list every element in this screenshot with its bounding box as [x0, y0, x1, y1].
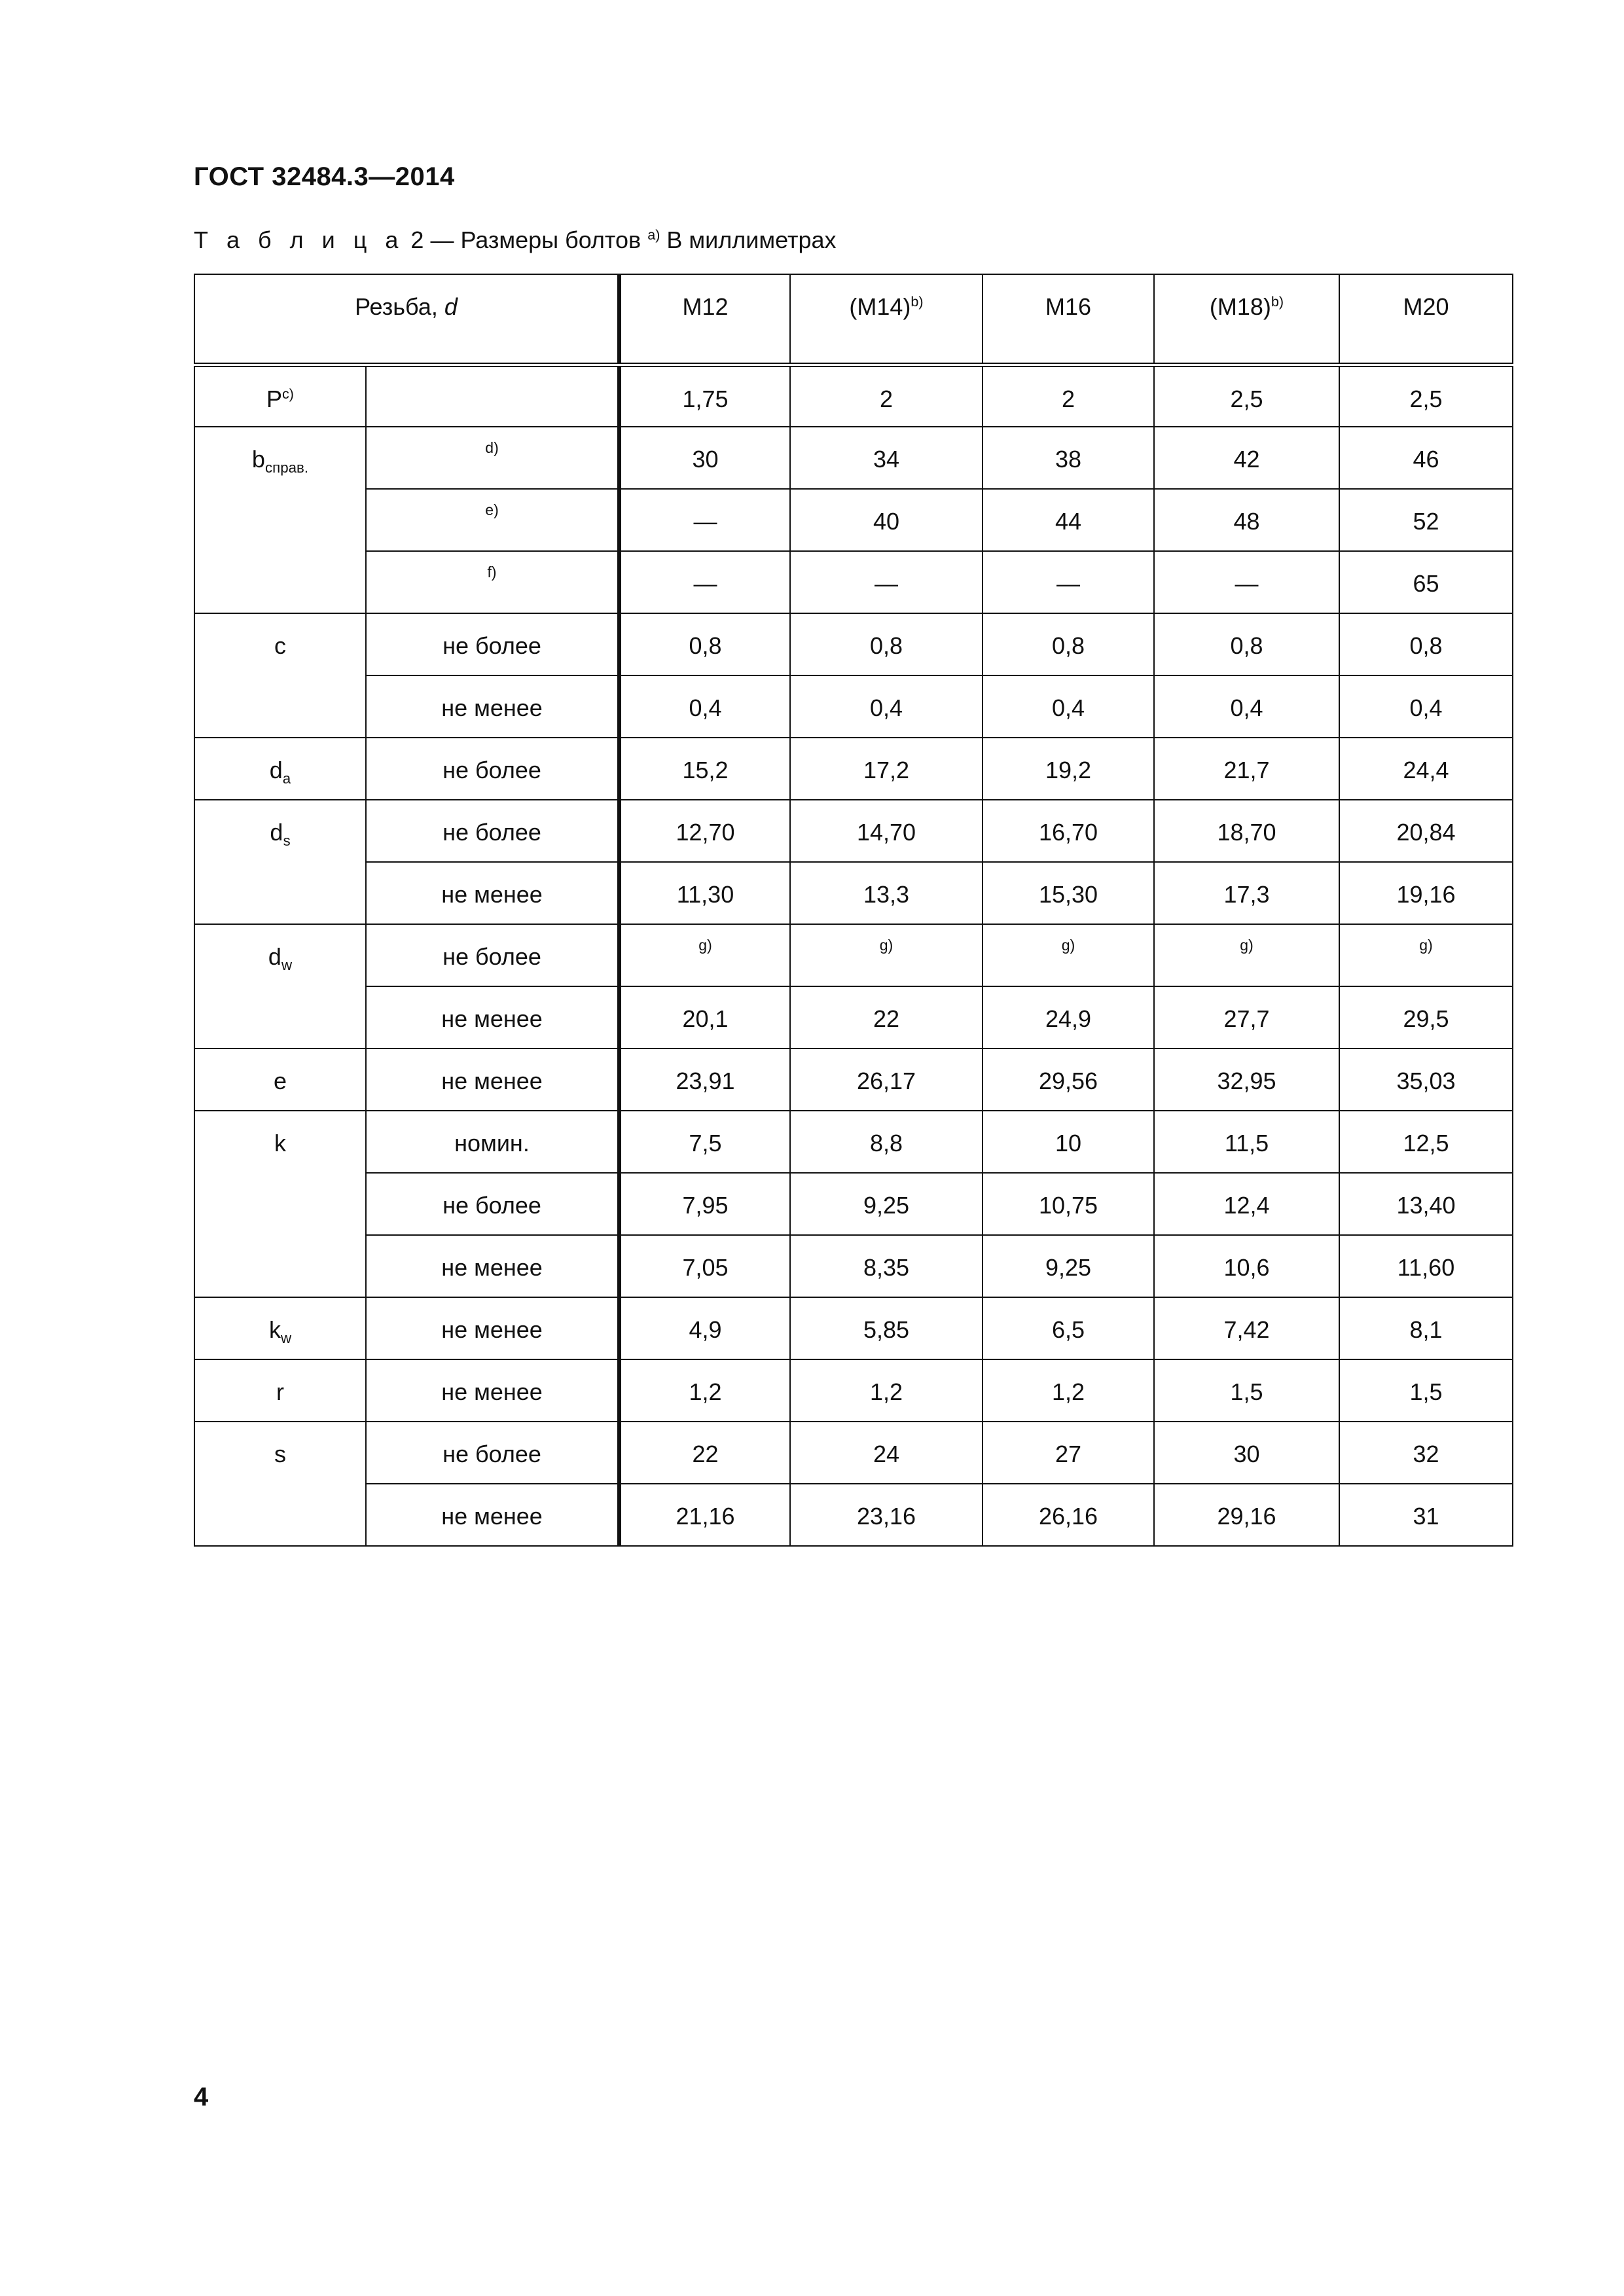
- value-cell: 0,8: [1339, 613, 1513, 675]
- value-cell: 11,5: [1154, 1111, 1339, 1173]
- param-cell: $k_w$: [194, 1297, 366, 1359]
- value-cell: 15,30: [983, 862, 1154, 924]
- table-row: [194, 738, 1513, 800]
- value-cell: 30: [1154, 1422, 1339, 1484]
- value-cell: 23,91: [619, 1049, 790, 1111]
- value-cell: 0,8: [983, 613, 1154, 675]
- caption-text: — Размеры болтов: [430, 226, 641, 253]
- value-cell: —: [1154, 551, 1339, 613]
- value-cell: —: [983, 551, 1154, 613]
- value-cell: 8,8: [790, 1111, 983, 1173]
- value-cell: 44: [983, 489, 1154, 551]
- value-cell: 2,5: [1339, 365, 1513, 427]
- value-cell: 65: [1339, 551, 1513, 613]
- value-cell: g): [1154, 924, 1339, 986]
- value-cell: —: [619, 551, 790, 613]
- table-row: [194, 1484, 1513, 1546]
- value-cell: 30: [619, 427, 790, 489]
- value-cell: 1,2: [619, 1359, 790, 1422]
- param-cell: e: [194, 1049, 366, 1111]
- qualifier-cell: не менее: [366, 862, 619, 924]
- table-row: [194, 1422, 1513, 1484]
- value-cell: 32,95: [1154, 1049, 1339, 1111]
- value-cell: —: [619, 489, 790, 551]
- value-cell: 2,5: [1154, 365, 1339, 427]
- param-cell: $b_{справ.}$: [194, 427, 366, 613]
- qualifier-cell: не более: [366, 1173, 619, 1235]
- value-cell: 19,2: [983, 738, 1154, 800]
- value-cell: 23,16: [790, 1484, 983, 1546]
- value-cell: 2: [983, 365, 1154, 427]
- value-cell: 12,70: [619, 800, 790, 862]
- document-standard-number: ГОСТ 32484.3—2014: [194, 162, 455, 191]
- qualifier-cell: номин.: [366, 1111, 619, 1173]
- value-cell: 46: [1339, 427, 1513, 489]
- page-number: 4: [194, 2083, 209, 2111]
- column-header: $(M14)^{b)}$: [790, 274, 983, 365]
- param-cell: c: [194, 613, 366, 738]
- value-cell: 1,2: [790, 1359, 983, 1422]
- value-cell: 18,70: [1154, 800, 1339, 862]
- value-cell: 32: [1339, 1422, 1513, 1484]
- value-cell: 48: [1154, 489, 1339, 551]
- caption-units: В миллиметрах: [666, 226, 837, 253]
- value-cell: 10,75: [983, 1173, 1154, 1235]
- value-cell: g): [1339, 924, 1513, 986]
- column-header: $(M18)^{b)}$: [1154, 274, 1339, 365]
- column-header: M16: [983, 274, 1154, 365]
- qualifier-cell: не более: [366, 613, 619, 675]
- thread-header-cell: [194, 274, 619, 365]
- value-cell: 2: [790, 365, 983, 427]
- table-row: [194, 1049, 1513, 1111]
- value-cell: 0,8: [619, 613, 790, 675]
- param-cell: $d_a$: [194, 738, 366, 800]
- qualifier-cell: d): [366, 427, 619, 489]
- value-cell: 8,35: [790, 1235, 983, 1297]
- value-cell: 1,5: [1339, 1359, 1513, 1422]
- bolt-dimensions-table: [194, 274, 1513, 1547]
- param-cell: r: [194, 1359, 366, 1422]
- value-cell: 16,70: [983, 800, 1154, 862]
- value-cell: 5,85: [790, 1297, 983, 1359]
- column-header: M12: [619, 274, 790, 365]
- value-cell: 40: [790, 489, 983, 551]
- qualifier-cell: не менее: [366, 1235, 619, 1297]
- qualifier-cell: не менее: [366, 1359, 619, 1422]
- qualifier-cell: [366, 365, 619, 427]
- value-cell: 29,56: [983, 1049, 1154, 1111]
- value-cell: 24: [790, 1422, 983, 1484]
- param-cell: $P^{c)}$: [194, 365, 366, 427]
- value-cell: g): [790, 924, 983, 986]
- value-cell: g): [983, 924, 1154, 986]
- qualifier-cell: не более: [366, 1422, 619, 1484]
- value-cell: 14,70: [790, 800, 983, 862]
- value-cell: 6,5: [983, 1297, 1154, 1359]
- value-cell: 11,30: [619, 862, 790, 924]
- caption-label: Т а б л и ц а: [194, 226, 405, 253]
- value-cell: 13,40: [1339, 1173, 1513, 1235]
- table-row: [194, 1359, 1513, 1422]
- table-row: [194, 862, 1513, 924]
- value-cell: 17,3: [1154, 862, 1339, 924]
- value-cell: 7,05: [619, 1235, 790, 1297]
- qualifier-cell: f): [366, 551, 619, 613]
- caption-number: 2: [410, 226, 424, 253]
- value-cell: 26,17: [790, 1049, 983, 1111]
- qualifier-cell: не более: [366, 800, 619, 862]
- table-row: [194, 1297, 1513, 1359]
- value-cell: 0,8: [790, 613, 983, 675]
- column-header: M20: [1339, 274, 1513, 365]
- value-cell: 19,16: [1339, 862, 1513, 924]
- qualifier-cell: не менее: [366, 986, 619, 1049]
- table-caption: [194, 226, 837, 254]
- table-header-row: [194, 274, 1513, 365]
- qualifier-cell: e): [366, 489, 619, 551]
- value-cell: 24,9: [983, 986, 1154, 1049]
- table-row: [194, 675, 1513, 738]
- qualifier-cell: не более: [366, 738, 619, 800]
- value-cell: 29,5: [1339, 986, 1513, 1049]
- value-cell: 42: [1154, 427, 1339, 489]
- value-cell: 1,2: [983, 1359, 1154, 1422]
- table-row: [194, 427, 1513, 489]
- thread-symbol: d: [444, 293, 458, 320]
- value-cell: 52: [1339, 489, 1513, 551]
- param-cell: s: [194, 1422, 366, 1546]
- value-cell: 4,9: [619, 1297, 790, 1359]
- value-cell: 9,25: [983, 1235, 1154, 1297]
- caption-note: a): [647, 226, 660, 243]
- value-cell: 7,42: [1154, 1297, 1339, 1359]
- value-cell: 1,5: [1154, 1359, 1339, 1422]
- value-cell: 17,2: [790, 738, 983, 800]
- value-cell: 22: [790, 986, 983, 1049]
- value-cell: 12,4: [1154, 1173, 1339, 1235]
- param-cell: $d_s$: [194, 800, 366, 924]
- value-cell: 27: [983, 1422, 1154, 1484]
- table-row: [194, 1173, 1513, 1235]
- value-cell: 38: [983, 427, 1154, 489]
- table-row: [194, 489, 1513, 551]
- table-row: [194, 986, 1513, 1049]
- table-row: [194, 800, 1513, 862]
- value-cell: 12,5: [1339, 1111, 1513, 1173]
- value-cell: 0,4: [1154, 675, 1339, 738]
- qualifier-cell: не менее: [366, 1049, 619, 1111]
- value-cell: 10: [983, 1111, 1154, 1173]
- value-cell: 7,5: [619, 1111, 790, 1173]
- value-cell: 11,60: [1339, 1235, 1513, 1297]
- table-row: [194, 1235, 1513, 1297]
- value-cell: 7,95: [619, 1173, 790, 1235]
- value-cell: 26,16: [983, 1484, 1154, 1546]
- param-cell: k: [194, 1111, 366, 1297]
- value-cell: 10,6: [1154, 1235, 1339, 1297]
- value-cell: 21,7: [1154, 738, 1339, 800]
- thread-label: Резьба,: [355, 293, 438, 320]
- value-cell: 8,1: [1339, 1297, 1513, 1359]
- table-row: [194, 365, 1513, 427]
- value-cell: 0,4: [790, 675, 983, 738]
- value-cell: 13,3: [790, 862, 983, 924]
- value-cell: 21,16: [619, 1484, 790, 1546]
- qualifier-cell: не менее: [366, 1297, 619, 1359]
- value-cell: 24,4: [1339, 738, 1513, 800]
- value-cell: 29,16: [1154, 1484, 1339, 1546]
- value-cell: 31: [1339, 1484, 1513, 1546]
- param-cell: $d_w$: [194, 924, 366, 1049]
- value-cell: 22: [619, 1422, 790, 1484]
- value-cell: 27,7: [1154, 986, 1339, 1049]
- value-cell: 0,8: [1154, 613, 1339, 675]
- value-cell: 20,84: [1339, 800, 1513, 862]
- value-cell: g): [619, 924, 790, 986]
- value-cell: 35,03: [1339, 1049, 1513, 1111]
- value-cell: 0,4: [983, 675, 1154, 738]
- value-cell: 15,2: [619, 738, 790, 800]
- table-row: [194, 924, 1513, 986]
- table-row: [194, 1111, 1513, 1173]
- table-row: [194, 551, 1513, 613]
- value-cell: 9,25: [790, 1173, 983, 1235]
- value-cell: 1,75: [619, 365, 790, 427]
- value-cell: 0,4: [619, 675, 790, 738]
- qualifier-cell: не менее: [366, 675, 619, 738]
- value-cell: —: [790, 551, 983, 613]
- value-cell: 0,4: [1339, 675, 1513, 738]
- value-cell: 20,1: [619, 986, 790, 1049]
- qualifier-cell: не менее: [366, 1484, 619, 1546]
- qualifier-cell: не более: [366, 924, 619, 986]
- table-row: [194, 613, 1513, 675]
- value-cell: 34: [790, 427, 983, 489]
